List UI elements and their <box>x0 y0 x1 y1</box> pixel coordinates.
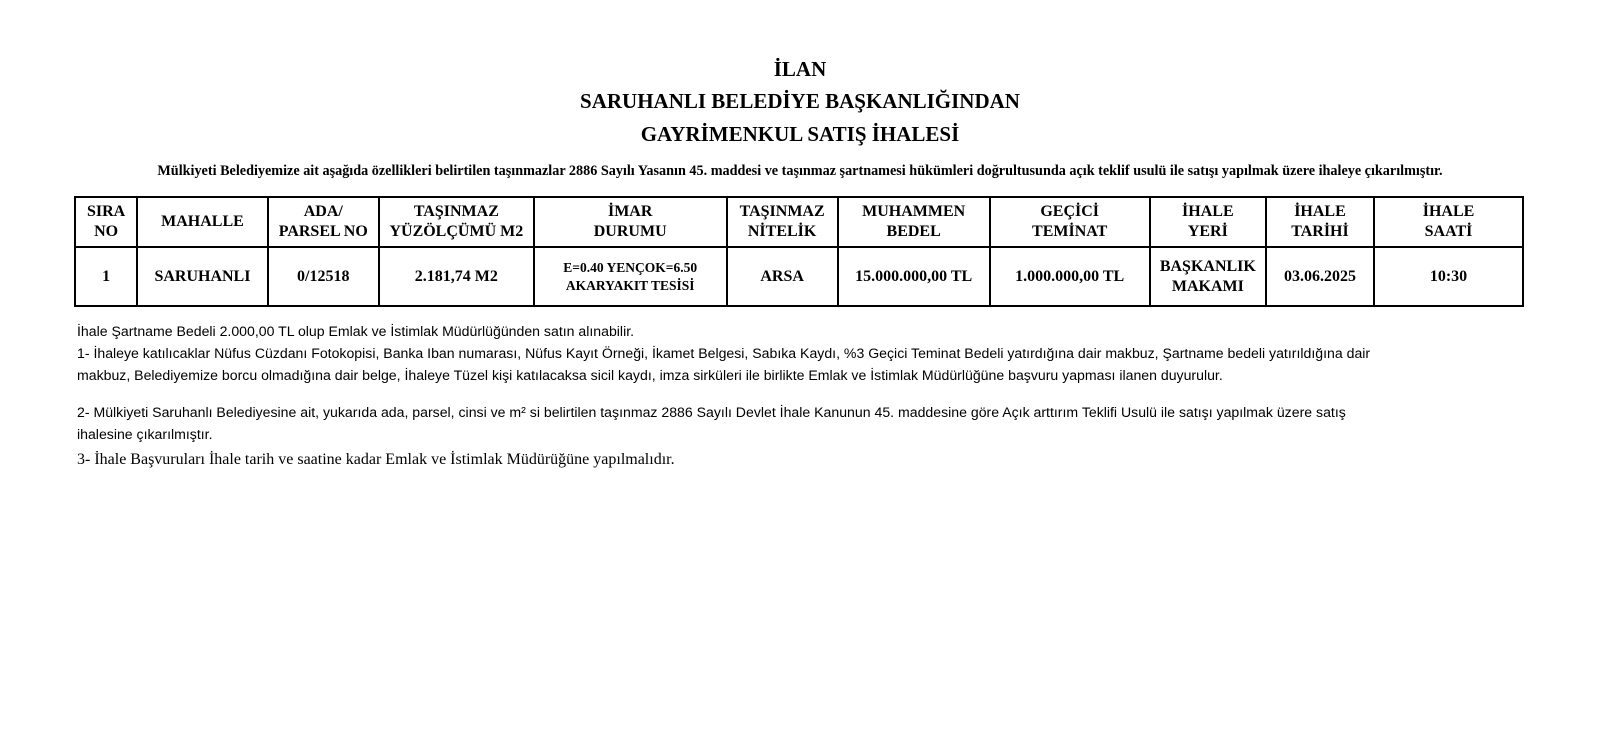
cell-ada-parsel: 0/12518 <box>268 247 379 306</box>
header-ada-parsel: ADA/ PARSEL NO <box>268 197 379 247</box>
table-row <box>75 247 1523 306</box>
header-sira: SIRA NO <box>75 197 137 247</box>
spec-fee-paragraph: İhale Şartname Bedeli 2.000,00 TL olup Emlak ve İstimlak Müdürlüğünden satın alınabilir. <box>77 323 635 339</box>
cell-sira: 1 <box>75 247 137 306</box>
municipality-title: SARUHANLI BELEDİYE BAŞKANLIĞINDAN <box>580 89 1020 113</box>
header-imar: İMAR DURUMU <box>534 197 727 247</box>
header-tarih: İHALE TARİHİ <box>1266 197 1374 247</box>
cell-nitelik: ARSA <box>727 247 838 306</box>
header-yuzolcumu: TAŞINMAZ YÜZÖLÇÜMÜ M2 <box>379 197 534 247</box>
sale-method-paragraph: 2- Mülkiyeti Saruhanlı Belediyesine ait, yukarıda ada, parsel, cinsi ve m² si belirtilen taşınmaz 2886 Sayılı Devlet İhale Kanunun 45. maddesine göre Açık arttırım Teklifi Usulü ile satışı yapılmak üzere satış ihalesine çıkarılmıştır. <box>77 404 1346 442</box>
cell-teminat: 1.000.000,00 TL <box>990 247 1150 306</box>
header-teminat: GEÇİCİ TEMİNAT <box>990 197 1150 247</box>
table-header-row <box>75 197 1523 247</box>
tender-title: GAYRİMENKUL SATIŞ İHALESİ <box>640 122 960 146</box>
header-yer: İHALE YERİ <box>1150 197 1266 247</box>
header-muhammen: MUHAMMEN BEDEL <box>838 197 990 247</box>
requirements-paragraph: 1- İhaleye katılıcaklar Nüfus Cüzdanı Fotokopisi, Banka Iban numarası, Nüfus Kayıt Örneği, İkamet Belgesi, Sabıka Kaydı, %3 Geçici Teminat Bedeli yatırdığına dair makbuz, Şartname bedeli yatırıldığına dair makbuz, Belediyemize borcu olmadığına dair belge, İhaleye Tüzel kişi katılacaksa sicil kaydı, imza sirküleri ile birlikte Emlak ve İstimlak Müdürlüğüne başvuru yapması ilanen duyurulur. <box>77 345 1371 383</box>
header-nitelik: TAŞINMAZ NİTELİK <box>727 197 838 247</box>
notice-title: İLAN <box>773 57 827 81</box>
cell-mahalle: SARUHANLI <box>137 247 268 306</box>
cell-saat: 10:30 <box>1374 247 1523 306</box>
cell-imar: E=0.40 YENÇOK=6.50 AKARYAKIT TESİSİ <box>534 247 727 306</box>
header-mahalle: MAHALLE <box>137 197 268 247</box>
cell-muhammen: 15.000.000,00 TL <box>838 247 990 306</box>
application-paragraph: 3- İhale Başvuruları İhale tarih ve saatine kadar Emlak ve İstimlak Müdürüğüne yapılmalıdır. <box>77 451 675 468</box>
intro-text: Mülkiyeti Belediyemize ait aşağıda özellikleri belirtilen taşınmazlar 2886 Sayılı Yasanın 45. maddesi ve taşınmaz şartnamesi hükümleri doğrultusunda açık teklif usulü ile satışı yapılmak üzere ihaleye çıkarılmıştır. <box>157 163 1443 179</box>
cell-yuzolcumu: 2.181,74 M2 <box>379 247 534 306</box>
header-saat: İHALE SAATİ <box>1374 197 1523 247</box>
tender-table <box>74 196 1524 307</box>
cell-yer: BAŞKANLIK MAKAMI <box>1150 247 1266 306</box>
cell-tarih: 03.06.2025 <box>1266 247 1374 306</box>
